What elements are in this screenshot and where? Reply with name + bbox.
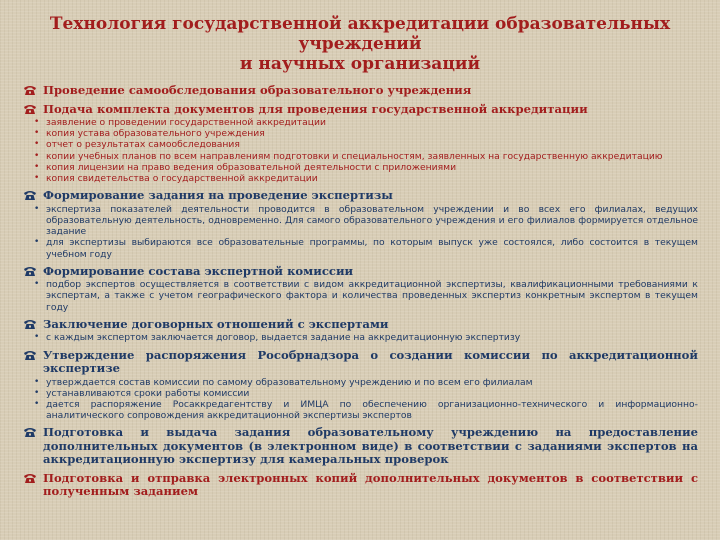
telephone-icon [23, 104, 37, 115]
step-item [22, 318, 698, 332]
telephone-icon [23, 350, 37, 361]
title-line-2: и научных организаций [239, 54, 481, 74]
list-item: • устанавливаются сроки работы комиссии [34, 387, 250, 399]
detail-list [22, 279, 698, 313]
telephone-icon [23, 85, 37, 96]
telephone-icon [23, 266, 37, 277]
step-heading: Формирование задания на проведение экспертизы [43, 188, 393, 203]
telephone-icon [23, 427, 37, 438]
step-heading: Заключение договорных отношений с экспертами [43, 316, 389, 331]
detail-list [22, 332, 698, 343]
telephone-icon [23, 319, 37, 330]
step-heading: Проведение самообследования образовательного учреждения [43, 83, 472, 97]
step-heading: Формирование состава экспертной комиссии [43, 263, 354, 278]
step-item [22, 103, 698, 117]
list-item: • копия лицензии на право ведения образовательной деятельности с приложениями [34, 161, 457, 173]
detail-list [22, 204, 698, 260]
list-item: • с каждым экспертом заключается договор, выдается задание на аккредитационную экспертизу [34, 332, 521, 344]
step-item [22, 84, 698, 98]
list-item: • утверждается состав комиссии по самому образовательному учреждению и по всем его филиалам [34, 376, 533, 388]
title-line-1: Технология государственной аккредитации образовательных учреждений [49, 14, 671, 54]
list-item: • копия устава образовательного учреждения [34, 128, 265, 140]
slide-title [22, 14, 698, 74]
list-item: • подбор экспертов осуществляется в соответствии с видом аккредитационной экспертизы, квалификационными требованиями к экспертам, а также с учетом географического фактора и количества проведенных экспертиз конкретным экспертом в текущем году [34, 279, 698, 313]
step-item [22, 189, 698, 203]
step-item [22, 472, 698, 499]
telephone-icon [23, 473, 37, 484]
step-item [22, 349, 698, 376]
list-item: • экспертиза показателей деятельности проводится в образовательном учреждении и во всех его филиалах, ведущих образовательную деятельность, одновременно. Для самого образовательного учреждения и его филиалов формируется отдельное задание [34, 203, 698, 238]
list-item: • копия свидетельства о государственной аккредитации [34, 173, 318, 185]
document-list [22, 117, 698, 184]
detail-list [22, 377, 698, 422]
step-heading: Утверждение распоряжения Рособрнадзора о создании комиссии по аккредитационной экспертизе [43, 347, 698, 376]
list-item: • заявление о проведении государственной аккредитации [34, 117, 326, 128]
step-item [22, 426, 698, 467]
step-heading: Подготовка и отправка электронных копий дополнительных документов в соответствии с полученным заданием [43, 470, 698, 499]
step-heading: Подготовка и выдача задания образовательному учреждению на предоставление дополнительных документов (в электронном виде) в соответствии с заданиями экспертов на аккредитационную экспертизу для камеральных проверок [43, 425, 698, 467]
step-heading: Подача комплекта документов для проведения государственной аккредитации [43, 101, 588, 116]
list-item: • дается распоряжение Росаккредагентству и ИМЦА по обеспечению организационно-технического и информационно-аналитического сопровождения аккредитационной экспертизы экспертов [34, 398, 698, 422]
list-item: • копии учебных планов по всем направлениям подготовки и специальностям, заявленных на государственную аккредитацию [34, 150, 663, 162]
telephone-icon [23, 190, 37, 201]
list-item: • отчет о результатах самообследования [34, 139, 240, 151]
step-item [22, 265, 698, 279]
list-item: • для экспертизы выбираются все образовательные программы, по которым выпуск уже состоялся, либо состоится в текущем учебном году [34, 237, 698, 260]
